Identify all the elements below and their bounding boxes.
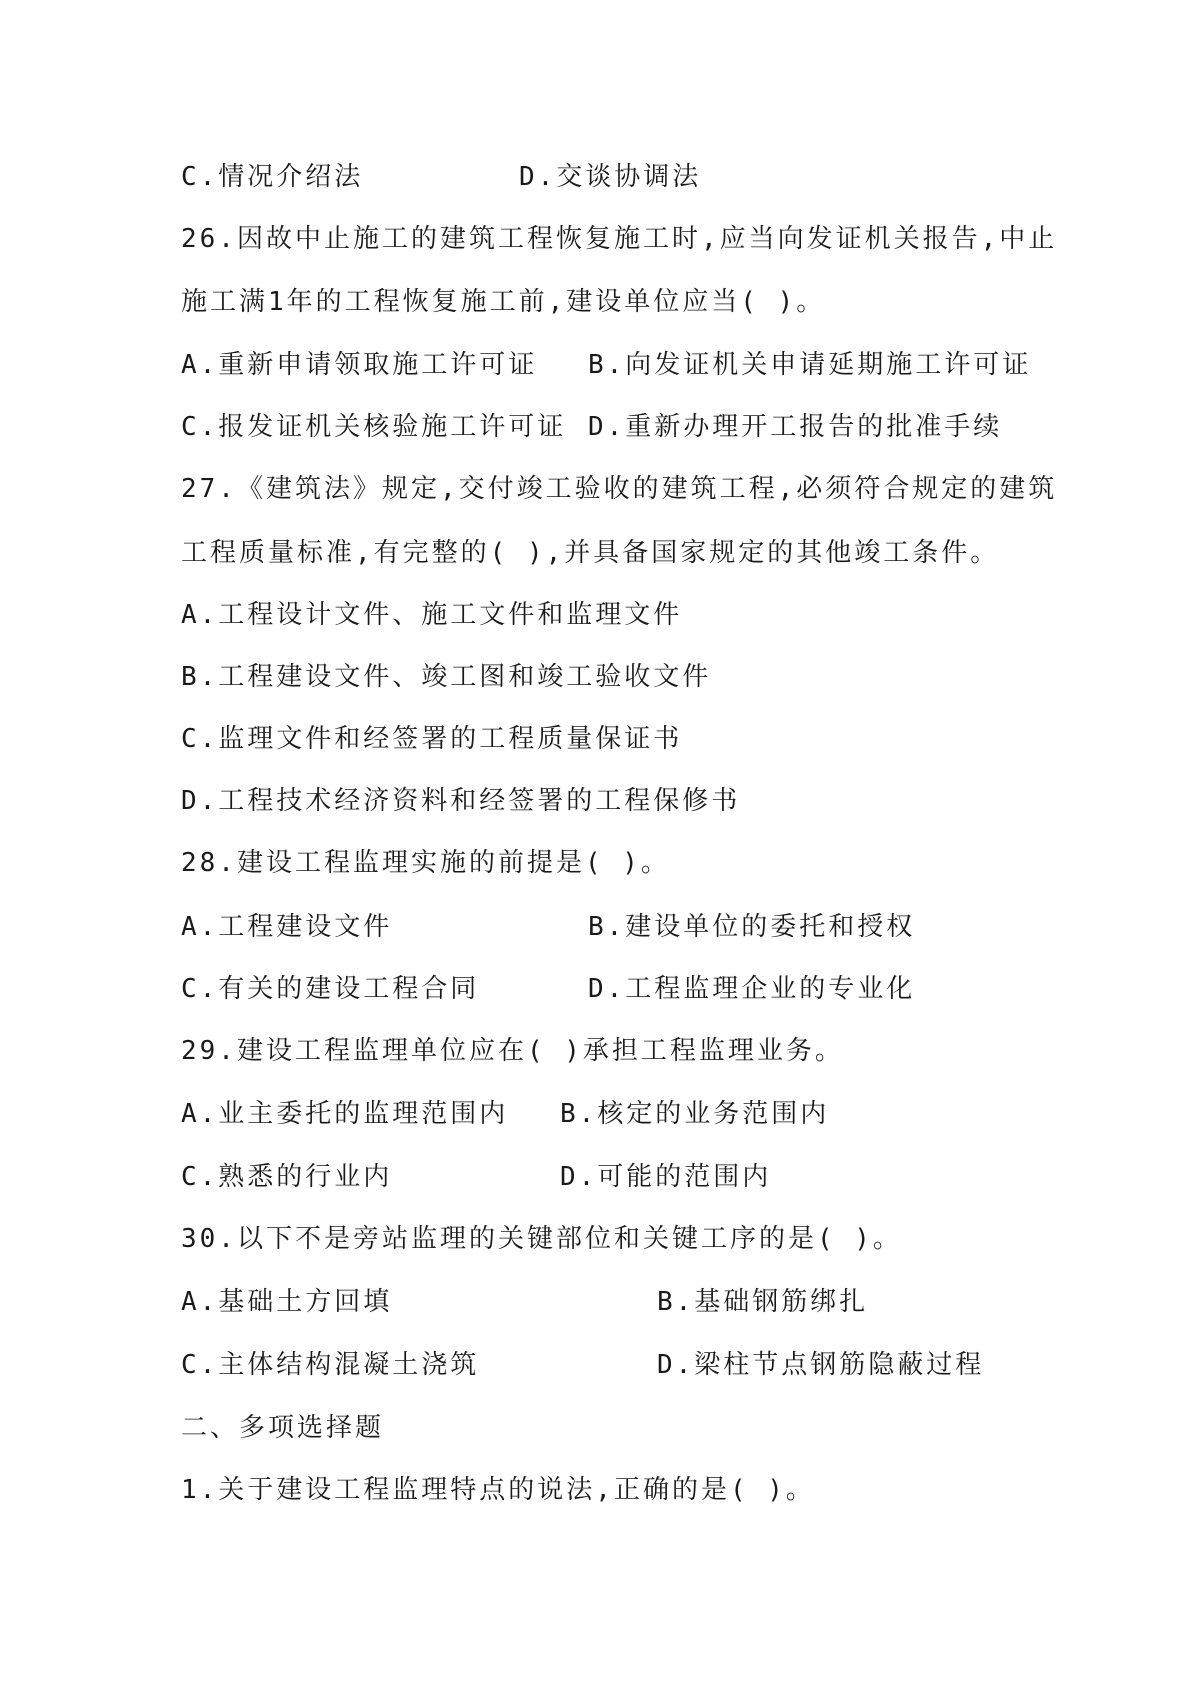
q26-stem-line1: 26.因故中止施工的建筑工程恢复施工时,应当向发证机关报告,中止: [181, 224, 1058, 254]
q29-option-c: C.熟悉的行业内: [181, 1162, 393, 1192]
q27-stem-line1: 27.《建筑法》规定,交付竣工验收的建筑工程,必须符合规定的建筑: [181, 474, 1058, 504]
q26-option-c: C.报发证机关核验施工许可证: [181, 412, 567, 442]
q29-option-b: B.核定的业务范围内: [560, 1099, 830, 1129]
q26-stem-line2: 施工满1年的工程恢复施工前,建设单位应当( )。: [181, 287, 826, 317]
q29-option-a: A.业主委托的监理范围内: [181, 1099, 509, 1129]
q29-stem: 29.建设工程监理单位应在( )承担工程监理业务。: [181, 1036, 844, 1066]
q27-option-c: C.监理文件和经签署的工程质量保证书: [181, 724, 683, 754]
q25-option-c: C.情况介绍法: [181, 162, 364, 192]
q26-option-d: D.重新办理开工报告的批准手续: [588, 412, 1003, 442]
q30-option-d: D.梁柱节点钢筋隐蔽过程: [657, 1350, 985, 1380]
q30-option-a: A.基础土方回填: [181, 1287, 393, 1317]
section-heading-multiple-choice: 二、多项选择题: [181, 1413, 385, 1443]
q27-stem-line2: 工程质量标准,有完整的( ),并具备国家规定的其他竣工条件。: [181, 538, 1000, 568]
q26-option-b: B.向发证机关申请延期施工许可证: [588, 350, 1032, 380]
q30-stem: 30.以下不是旁站监理的关键部位和关键工序的是( )。: [181, 1224, 902, 1254]
q27-option-a: A.工程设计文件、施工文件和监理文件: [181, 600, 683, 630]
q27-option-d: D.工程技术经济资料和经签署的工程保修书: [181, 786, 741, 816]
q26-option-a: A.重新申请领取施工许可证: [181, 350, 538, 380]
m1-stem: 1.关于建设工程监理特点的说法,正确的是( )。: [181, 1475, 815, 1505]
q25-option-d: D.交谈协调法: [519, 162, 702, 192]
q30-option-c: C.主体结构混凝土浇筑: [181, 1350, 480, 1380]
q29-option-d: D.可能的范围内: [560, 1162, 772, 1192]
q30-option-b: B.基础钢筋绑扎: [657, 1287, 869, 1317]
q27-option-b: B.工程建设文件、竣工图和竣工验收文件: [181, 662, 712, 692]
q28-stem: 28.建设工程监理实施的前提是( )。: [181, 848, 670, 878]
q28-option-c: C.有关的建设工程合同: [181, 974, 480, 1004]
q28-option-b: B.建设单位的委托和授权: [588, 912, 916, 942]
q28-option-a: A.工程建设文件: [181, 912, 393, 942]
q28-option-d: D.工程监理企业的专业化: [588, 974, 916, 1004]
